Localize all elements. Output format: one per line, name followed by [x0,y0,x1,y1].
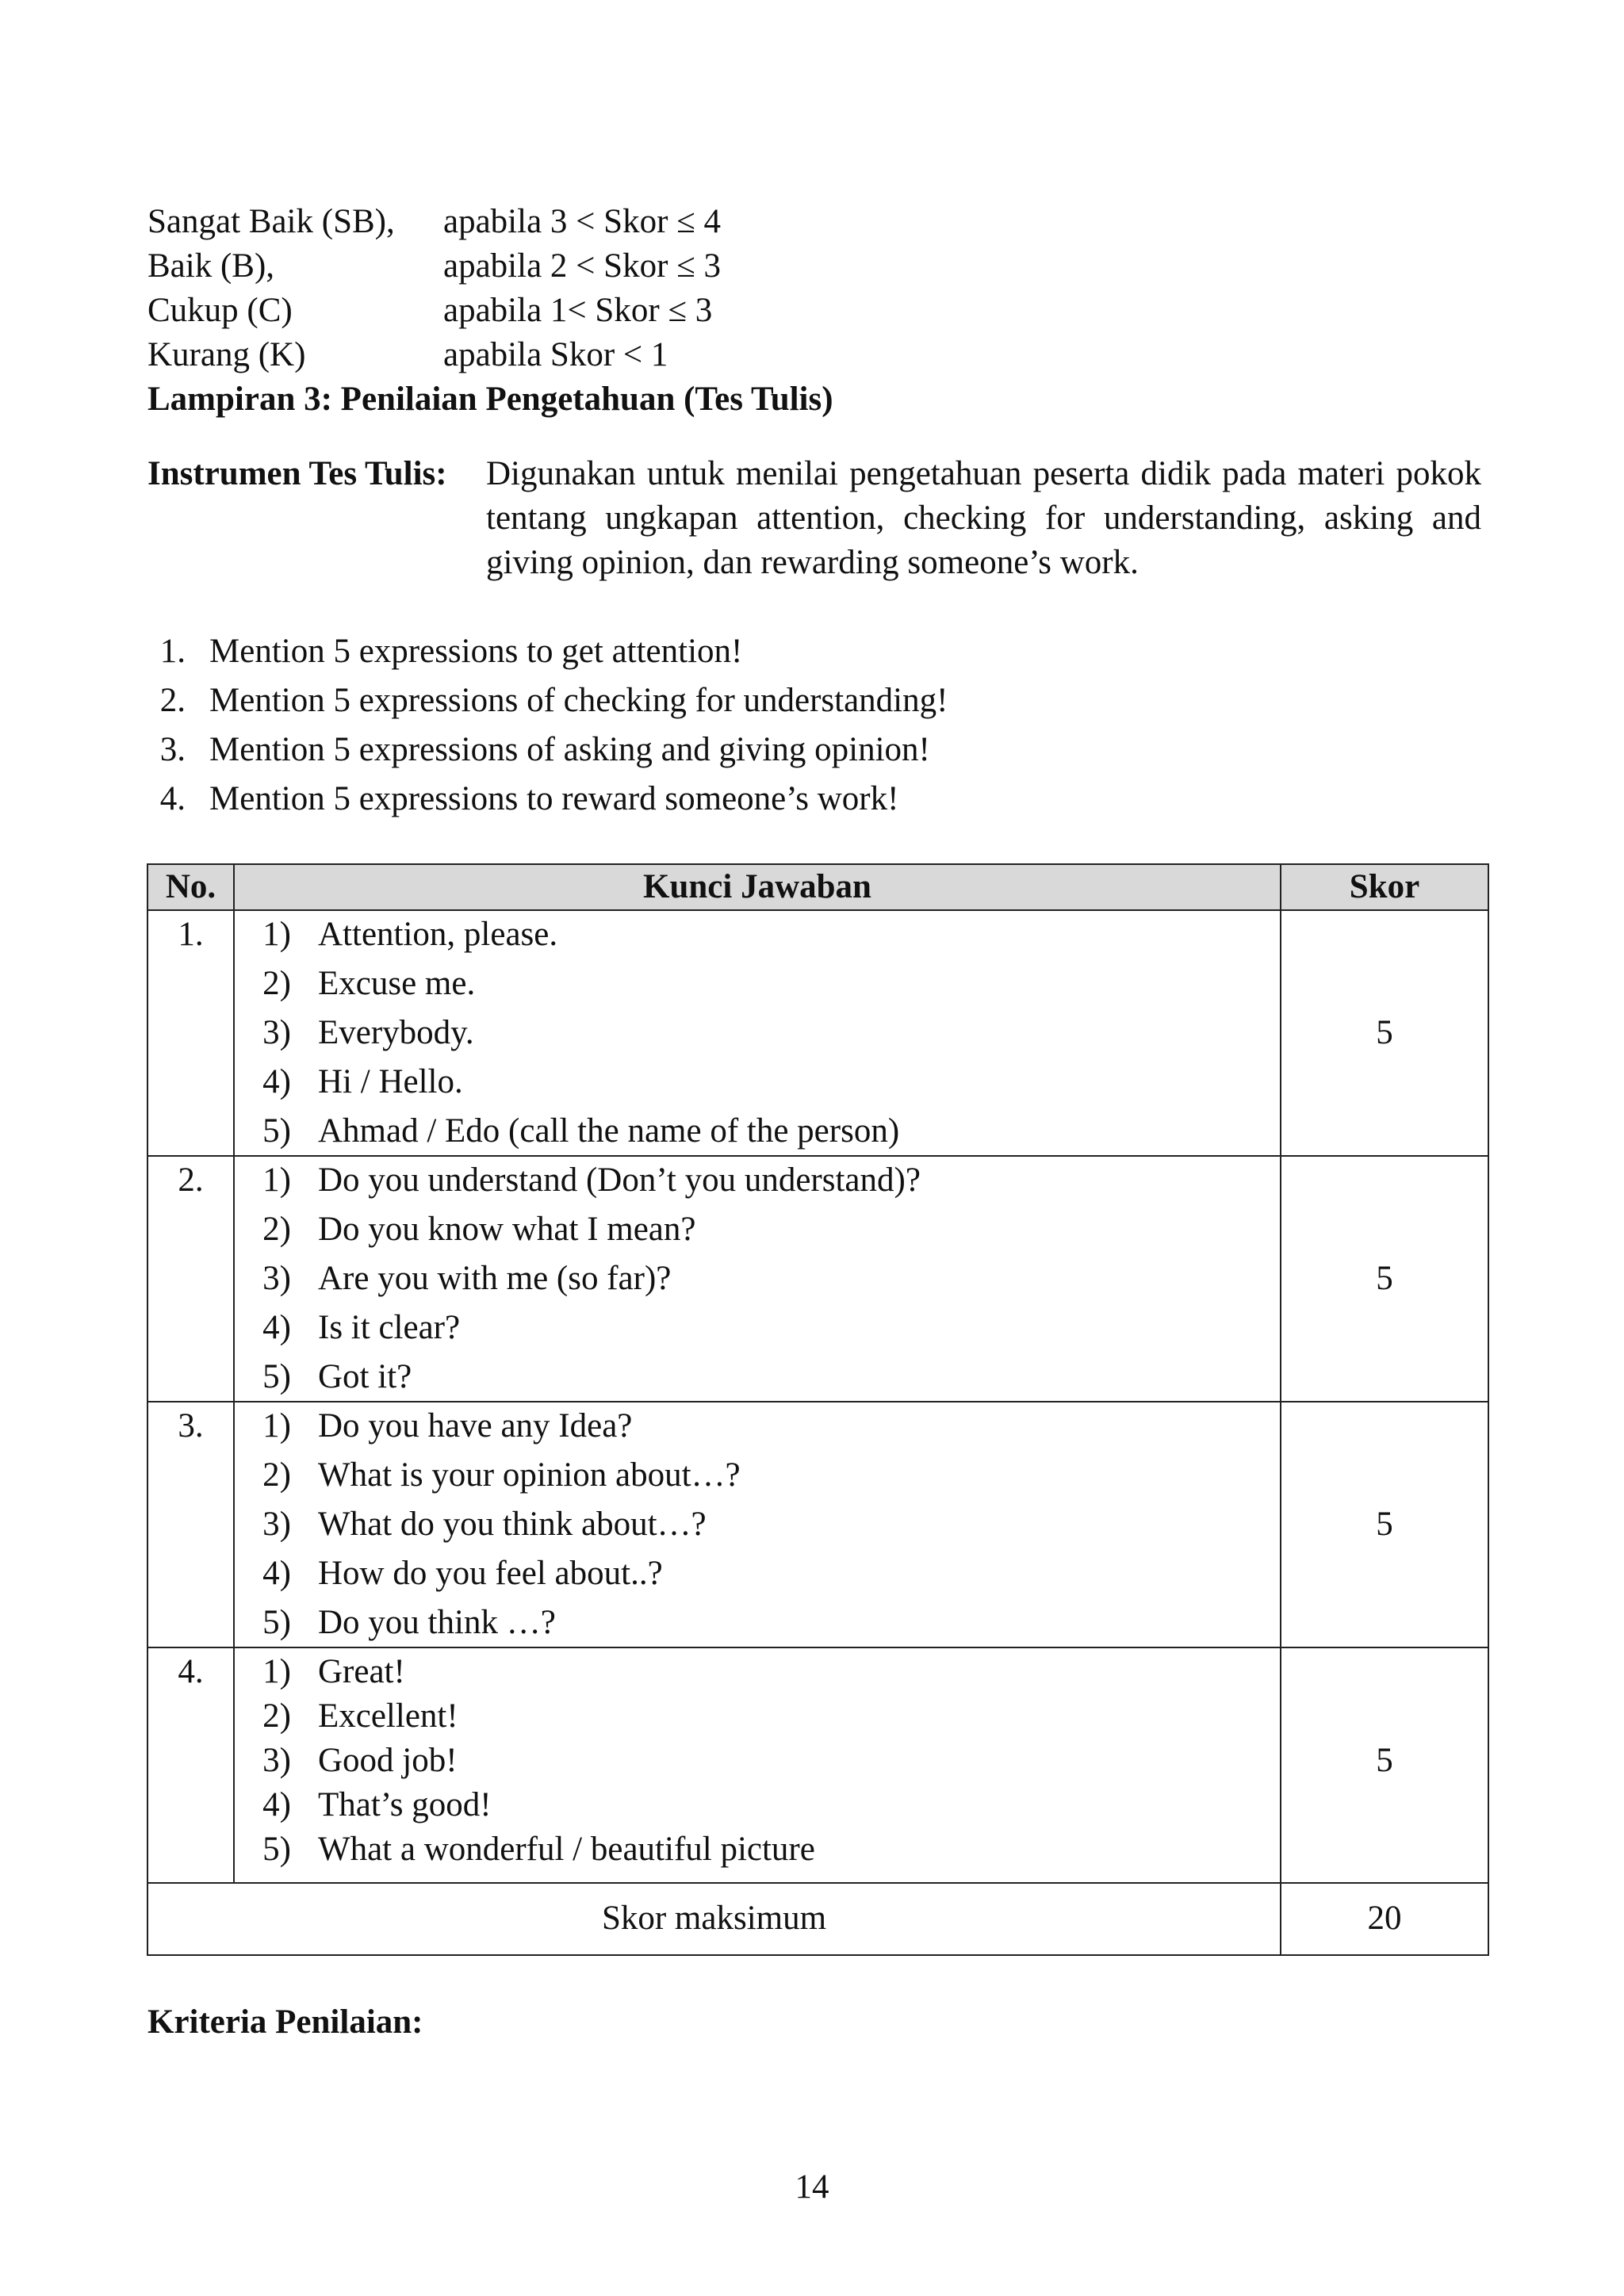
row-number: 3. [178,1407,204,1445]
answer-text: Got it? [318,1358,412,1395]
row-score: 5 [1376,1506,1393,1543]
row-score: 5 [1376,1260,1393,1297]
criteria-rule: apabila 2 < Skor ≤ 3 [443,247,721,285]
criteria-label: Cukup (C) [147,292,293,329]
table-border-bottom [147,1954,1489,1956]
row-score: 5 [1376,1742,1393,1779]
criteria-rule: apabila 3 < Skor ≤ 4 [443,203,721,240]
answer-text: That’s good! [318,1786,492,1823]
section-title: Lampiran 3: Penilaian Pengetahuan (Tes Tulis) [147,381,833,418]
answer-text: What do you think about…? [318,1506,707,1543]
instrumen-description: Digunakan untuk menilai pengetahuan peserta didik pada materi pokok tentang ungkapan attention, checking for understanding, asking and giving opinion, dan rewarding someone’s work. [486,455,1481,581]
answer-number: 2) [262,1697,291,1735]
answer-text: Do you have any Idea? [318,1407,633,1445]
criteria-label: Sangat Baik (SB), [147,203,395,240]
answer-text: What is your opinion about…? [318,1456,741,1494]
answer-number: 1) [262,1653,291,1690]
criteria-rule: apabila 1< Skor ≤ 3 [443,292,713,329]
kriteria-title: Kriteria Penilaian: [147,2003,423,2041]
answer-number: 3) [262,1260,291,1297]
header-no: No. [165,868,216,905]
question-text: Mention 5 expressions to reward someone’s work! [209,780,899,817]
table-row-divider [147,1882,1489,1884]
question-text: Mention 5 expressions of checking for understanding! [209,682,948,719]
table-border-right [1488,863,1489,1956]
row-number: 2. [178,1161,204,1199]
answer-text: Hi / Hello. [318,1063,463,1100]
answer-number: 5) [262,1112,291,1150]
answer-number: 4) [262,1786,291,1823]
answer-number: 3) [262,1506,291,1543]
question-text: Mention 5 expressions to get attention! [209,633,743,670]
answer-text: Do you understand (Don’t you understand)? [318,1161,921,1199]
criteria-rule: apabila Skor < 1 [443,336,668,373]
answer-number: 3) [262,1742,291,1779]
answer-number: 4) [262,1555,291,1592]
answer-number: 1) [262,916,291,953]
answer-text: Great! [318,1653,405,1690]
answer-text: Do you know what I mean? [318,1211,696,1248]
answer-text: Ahmad / Edo (call the name of the person) [318,1112,900,1150]
table-row-divider [147,1647,1489,1648]
answer-key-table [147,863,1489,1956]
question-text: Mention 5 expressions of asking and giving opinion! [209,731,930,768]
answer-text: Everybody. [318,1014,474,1051]
answer-number: 1) [262,1407,291,1445]
answer-number: 2) [262,1456,291,1494]
answer-text: Excuse me. [318,965,476,1002]
answer-number: 4) [262,1063,291,1100]
total-score: 20 [1367,1900,1402,1937]
answer-number: 2) [262,965,291,1002]
answer-number: 3) [262,1014,291,1051]
table-row-divider [147,1401,1489,1402]
answer-number: 5) [262,1831,291,1868]
instrumen-label: Instrumen Tes Tulis: [147,455,447,492]
answer-number: 2) [262,1211,291,1248]
answer-text: Is it clear? [318,1309,461,1346]
answer-text: Attention, please. [318,916,558,953]
answer-text: Excellent! [318,1697,458,1735]
table-row-divider [147,1155,1489,1157]
answer-text: Good job! [318,1742,458,1779]
answer-text: How do you feel about..? [318,1555,663,1592]
question-number: 3. [159,731,186,768]
answer-number: 5) [262,1604,291,1641]
answer-number: 1) [262,1161,291,1199]
question-number: 1. [159,633,186,670]
question-number: 4. [159,780,186,817]
header-skor: Skor [1349,868,1420,905]
answer-number: 5) [262,1358,291,1395]
answer-text: Are you with me (so far)? [318,1260,672,1297]
criteria-label: Kurang (K) [147,336,306,373]
table-column-divider [233,863,235,1884]
row-score: 5 [1376,1014,1393,1051]
answer-number: 4) [262,1309,291,1346]
page-number: 14 [795,2168,829,2206]
answer-text: Do you think …? [318,1604,556,1641]
row-number: 4. [178,1653,204,1690]
criteria-label: Baik (B), [147,247,275,285]
answer-text: What a wonderful / beautiful picture [318,1831,815,1868]
total-label: Skor maksimum [601,1900,827,1937]
row-number: 1. [178,916,204,953]
table-header-divider [147,909,1489,911]
question-number: 2. [159,682,186,719]
header-kunci-jawaban: Kunci Jawaban [643,868,871,905]
